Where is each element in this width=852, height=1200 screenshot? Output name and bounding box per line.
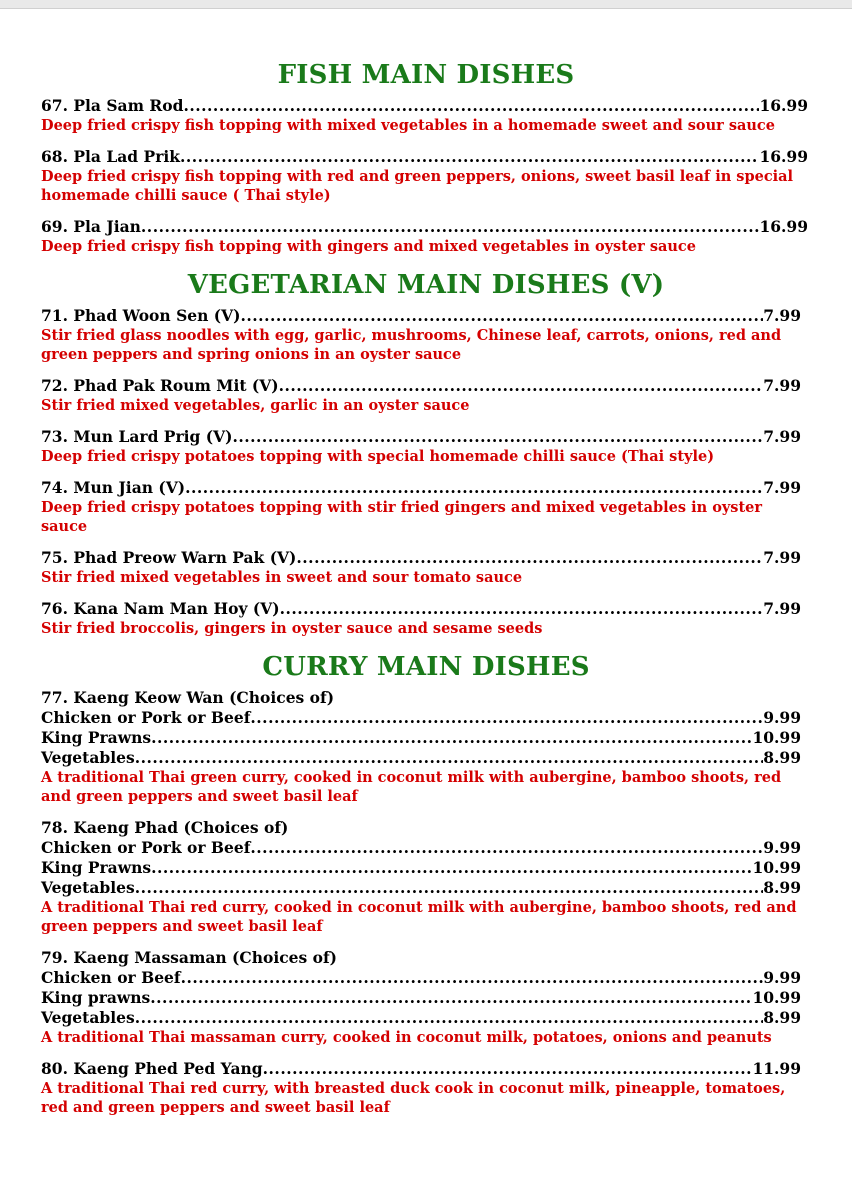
item-number: 69.	[41, 217, 68, 236]
item-line	[41, 306, 801, 326]
section-title: VEGETARIAN MAIN DISHES (V)	[187, 270, 665, 300]
section-curry	[41, 652, 811, 1117]
item-line	[41, 548, 801, 568]
item-description: Deep fried crispy potatoes topping with special homemade chilli sauce (Thai style)	[41, 448, 715, 465]
item-number: 80.	[41, 1059, 68, 1078]
option-line	[41, 748, 801, 768]
item-name: Phad Pak Roum Mit (V)	[73, 376, 279, 395]
item-price: 16.99	[759, 96, 808, 115]
option-price: 10.99	[752, 988, 801, 1007]
section-title: CURRY MAIN DISHES	[262, 652, 590, 682]
item-description: Deep fried crispy potatoes topping with stir fried gingers and mixed vegetables in oyster sauce	[41, 499, 763, 535]
item-line	[41, 599, 801, 619]
option-label: Vegetables	[41, 748, 135, 767]
item-name: Phad Preow Warn Pak (V)	[73, 548, 297, 567]
option-label: Chicken or Beef	[41, 968, 181, 987]
option-line	[41, 1008, 801, 1028]
menu-item	[41, 688, 811, 806]
menu-item	[41, 217, 811, 256]
option-line	[41, 728, 801, 748]
option-label: King Prawns	[41, 858, 152, 877]
item-number: 75.	[41, 548, 68, 567]
item-description: A traditional Thai red curry, cooked in coconut milk with aubergine, bamboo shoots, red and green peppers and sweet basil leaf	[41, 899, 797, 935]
menu-item	[41, 96, 811, 135]
option-price: 10.99	[752, 728, 801, 747]
option-price: 8.99	[763, 878, 801, 897]
item-price: 16.99	[759, 217, 808, 236]
item-number: 68.	[41, 147, 68, 166]
item-number: 76.	[41, 599, 68, 618]
option-label: Vegetables	[41, 1008, 135, 1027]
item-name: Phad Woon Sen (V)	[73, 306, 241, 325]
item-name: Pla Sam Rod	[73, 96, 184, 115]
item-description: A traditional Thai red curry, with breasted duck cook in coconut milk, pineapple, tomatoes, red and green peppers and sweet basil leaf	[41, 1080, 786, 1116]
dot-leader	[279, 376, 764, 396]
item-name: Kana Nam Man Hoy (V)	[73, 599, 280, 618]
item-heading	[41, 818, 811, 838]
item-price: 7.99	[763, 548, 801, 567]
item-number: 73.	[41, 427, 68, 446]
item-name: Kaeng Phed Ped Yang	[73, 1059, 263, 1078]
dot-leader	[151, 858, 752, 878]
option-line	[41, 858, 801, 878]
option-price: 10.99	[752, 858, 801, 877]
item-name: Pla Lad Prik	[73, 147, 180, 166]
item-price: 7.99	[763, 376, 801, 395]
item-number: 78.	[41, 818, 68, 837]
dot-leader	[150, 988, 752, 1008]
item-name: Kaeng Phad (Choices of)	[73, 818, 289, 837]
item-number: 72.	[41, 376, 68, 395]
item-line	[41, 427, 801, 447]
dot-leader	[250, 838, 763, 858]
item-line	[41, 1059, 801, 1079]
dot-leader	[180, 147, 759, 167]
item-line	[41, 147, 808, 167]
dot-leader	[183, 96, 759, 116]
item-description: Stir fried mixed vegetables in sweet and sour tomato sauce	[41, 569, 523, 586]
window-top-bar	[0, 0, 852, 9]
option-label: Vegetables	[41, 878, 135, 897]
option-price: 8.99	[763, 1008, 801, 1027]
item-description: A traditional Thai green curry, cooked in coconut milk with aubergine, bamboo shoots, red and green peppers and sweet basil leaf	[41, 769, 782, 805]
option-label: King prawns	[41, 988, 151, 1007]
item-price: 7.99	[763, 306, 801, 325]
item-description: Deep fried crispy fish topping with red and green peppers, onions, sweet basil leaf in special homemade chilli sauce ( Thai style)	[41, 168, 794, 204]
menu-item	[41, 548, 811, 587]
item-line	[41, 217, 808, 237]
dot-leader	[151, 728, 752, 748]
item-price: 7.99	[763, 427, 801, 446]
item-description: Stir fried mixed vegetables, garlic in an oyster sauce	[41, 397, 470, 414]
item-heading	[41, 688, 811, 708]
item-price: 7.99	[763, 599, 801, 618]
dot-leader	[263, 1059, 753, 1079]
option-line	[41, 968, 801, 988]
option-label: King Prawns	[41, 728, 152, 747]
menu-item	[41, 948, 811, 1047]
option-price: 9.99	[763, 838, 801, 857]
option-line	[41, 878, 801, 898]
section-fish	[41, 60, 811, 256]
dot-leader	[141, 217, 760, 237]
menu-item	[41, 1059, 811, 1117]
dot-leader	[185, 478, 763, 498]
menu-item	[41, 599, 811, 638]
item-description: Deep fried crispy fish topping with gingers and mixed vegetables in oyster sauce	[41, 238, 696, 255]
dot-leader	[135, 748, 764, 768]
option-line	[41, 988, 801, 1008]
item-name: Pla Jian	[73, 217, 141, 236]
item-price: 7.99	[763, 478, 801, 497]
dot-leader	[240, 306, 763, 326]
option-price: 9.99	[763, 968, 801, 987]
dot-leader	[250, 708, 763, 728]
menu-item	[41, 306, 811, 364]
item-description: Stir fried broccolis, gingers in oyster sauce and sesame seeds	[41, 620, 543, 637]
menu-item	[41, 818, 811, 936]
item-line	[41, 96, 808, 116]
option-label: Chicken or Pork or Beef	[41, 838, 251, 857]
dot-leader	[296, 548, 763, 568]
item-line	[41, 376, 801, 396]
item-name: Mun Lard Prig (V)	[73, 427, 233, 446]
item-price: 16.99	[759, 147, 808, 166]
option-price: 8.99	[763, 748, 801, 767]
item-line	[41, 478, 801, 498]
menu-item	[41, 376, 811, 415]
dot-leader	[280, 599, 764, 619]
item-name: Kaeng Massaman (Choices of)	[73, 948, 337, 967]
item-description: Stir fried glass noodles with egg, garlic, mushrooms, Chinese leaf, carrots, onions, red and green peppers and spring onions in an oyster sauce	[41, 327, 782, 363]
item-name: Mun Jian (V)	[73, 478, 186, 497]
menu-item	[41, 427, 811, 466]
option-label: Chicken or Pork or Beef	[41, 708, 251, 727]
item-heading	[41, 948, 811, 968]
dot-leader	[181, 968, 764, 988]
dot-leader	[135, 1008, 764, 1028]
item-description: Deep fried crispy fish topping with mixed vegetables in a homemade sweet and sour sauce	[41, 117, 775, 134]
section-vegetarian	[41, 270, 811, 638]
item-number: 71.	[41, 306, 68, 325]
item-number: 77.	[41, 688, 68, 707]
dot-leader	[135, 878, 764, 898]
dot-leader	[232, 427, 763, 447]
item-description: A traditional Thai massaman curry, cooked in coconut milk, potatoes, onions and peanuts	[41, 1029, 772, 1046]
item-number: 79.	[41, 948, 68, 967]
item-price: 11.99	[752, 1059, 801, 1078]
section-title: FISH MAIN DISHES	[277, 60, 575, 90]
option-line	[41, 838, 801, 858]
option-price: 9.99	[763, 708, 801, 727]
item-number: 67.	[41, 96, 68, 115]
menu-item	[41, 147, 811, 205]
item-number: 74.	[41, 478, 68, 497]
menu-item	[41, 478, 811, 536]
option-line	[41, 708, 801, 728]
item-name: Kaeng Keow Wan (Choices of)	[73, 688, 335, 707]
menu-page	[41, 60, 811, 1129]
